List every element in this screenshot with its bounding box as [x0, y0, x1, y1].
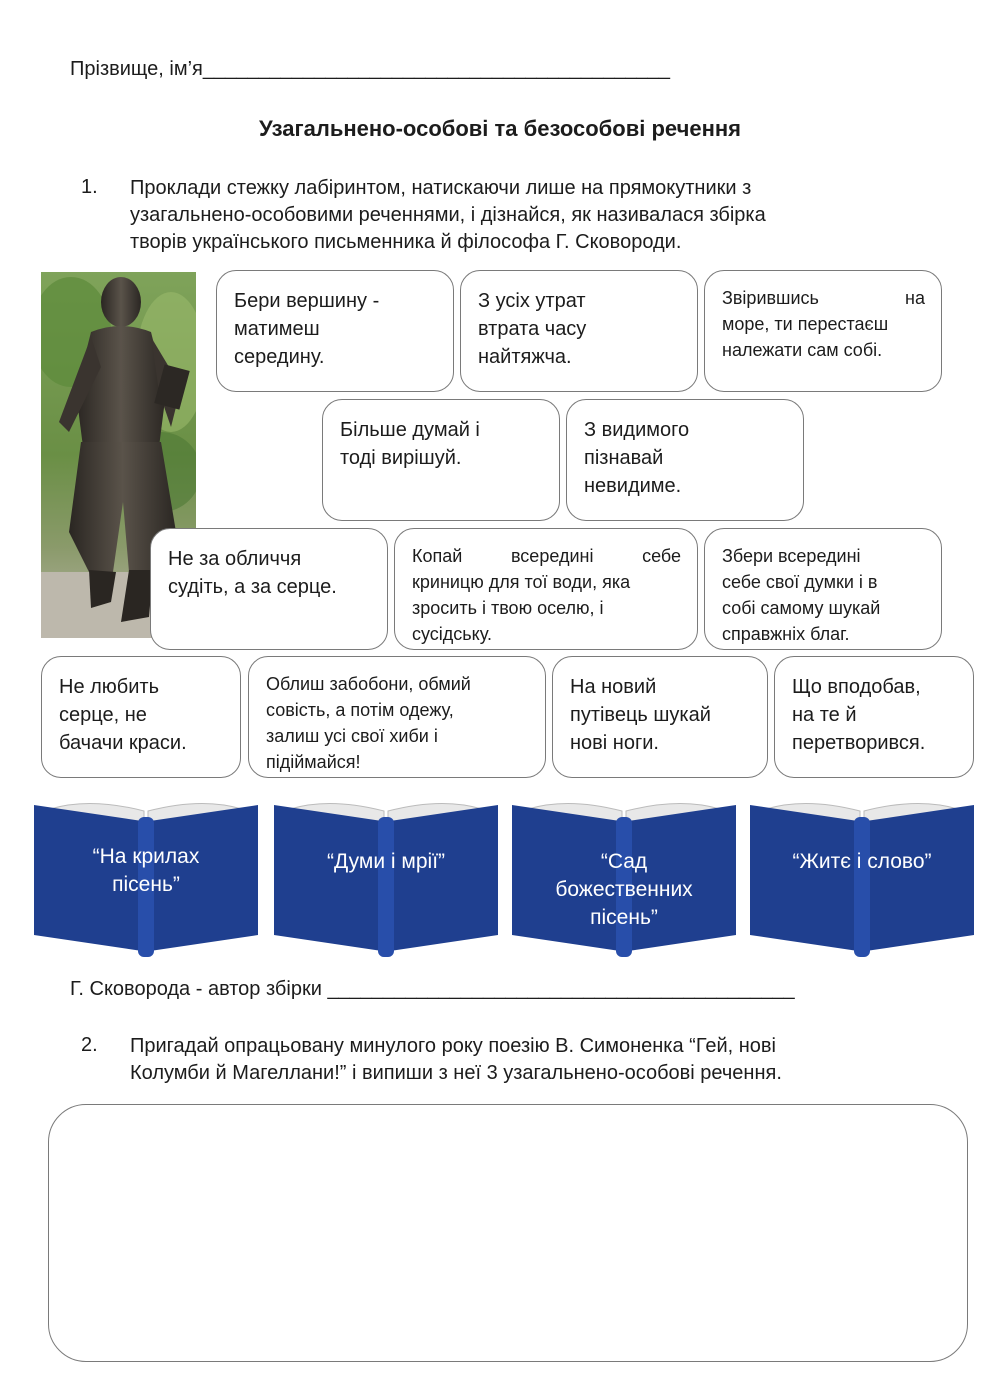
author-answer-line — [70, 978, 795, 1001]
book-icon — [746, 793, 978, 963]
maze-box-text: себе свої думки і в — [722, 572, 878, 592]
maze-box[interactable] — [322, 399, 560, 521]
maze-box-text: З усіх утрат — [478, 290, 586, 312]
answer-text-box[interactable] — [48, 1104, 968, 1362]
book-title-line: пісень” — [590, 906, 658, 929]
page-title: Узагальнено-особові та безособові речення — [258, 116, 742, 141]
book-title-line: пісень” — [112, 873, 180, 896]
book-title-line: “Думи і мрії” — [326, 850, 446, 873]
maze-box-text: невидиме. — [584, 475, 682, 497]
maze-box-text: перетворився. — [792, 732, 926, 754]
author-answer-label: Г. Сковорода - автор збірки — [70, 978, 322, 1000]
task1-line: Проклади стежку лабіринтом, натискаючи лише на прямокутники з — [130, 177, 752, 199]
maze-box-text: серце, не — [59, 704, 147, 726]
maze-box[interactable] — [552, 656, 768, 778]
maze-box-text: найтяжча. — [478, 346, 572, 368]
maze-box-text: Звірившись на — [722, 288, 925, 308]
maze-box-text: бачачи краси. — [59, 732, 187, 754]
maze-box-text: пізнавай — [584, 447, 664, 469]
book-title — [280, 848, 492, 876]
maze-box-text: путівець шукай — [570, 704, 711, 726]
maze-box-text: нові ноги. — [570, 732, 659, 754]
book-option[interactable] — [270, 793, 502, 963]
maze-box-text: Більше думай і — [340, 419, 480, 441]
maze-box-text: Копай всередині себе — [412, 546, 681, 566]
maze-box[interactable] — [566, 399, 804, 521]
task1-line: творів українського письменника й філософа Г. Сковороди. — [130, 231, 682, 253]
maze-box-text: залиш усі свої хиби і — [266, 726, 438, 746]
maze-box-text: Облиш забобони, обмий — [266, 674, 471, 694]
maze-box[interactable] — [41, 656, 241, 778]
maze-box-text: втрата часу — [478, 318, 587, 340]
maze-box[interactable] — [248, 656, 546, 778]
maze-box-text: совість, а потім одежу, — [266, 700, 454, 720]
maze-box-text: справжніх благ. — [722, 624, 850, 644]
book-title-line: божественних — [555, 878, 693, 901]
book-option[interactable] — [746, 793, 978, 963]
maze-box-text: належати сам собі. — [722, 340, 883, 360]
maze-box[interactable] — [394, 528, 698, 650]
maze-box-text: підіймайся! — [266, 752, 361, 772]
name-label: Прізвище, ім’я — [70, 58, 203, 80]
maze-box-text: На новий — [570, 676, 657, 698]
maze-box-text: сусідську. — [412, 624, 492, 644]
maze-box-text: тоді вирішуй. — [340, 447, 462, 469]
maze-box-text: собі самому шукай — [722, 598, 881, 618]
book-icon — [270, 793, 502, 963]
maze-box-text: зросить і твою оселю, і — [412, 598, 604, 618]
maze-box-text: судіть, а за серце. — [168, 576, 337, 598]
maze-box[interactable] — [704, 528, 942, 650]
maze-box-text: Що вподобав, — [792, 676, 921, 698]
author-answer-blank[interactable]: __________________________________________ — [327, 978, 795, 1000]
book-title-line: “Житє і слово” — [792, 850, 932, 873]
book-option[interactable] — [30, 793, 262, 963]
task2-line: Колумби й Магеллани!” і випиши з неї 3 узагальнено-особові речення. — [130, 1062, 782, 1084]
answer-textarea[interactable] — [69, 1125, 947, 1341]
book-title-line: “Сад — [600, 850, 648, 873]
task1-instructions — [130, 175, 766, 256]
task1-line: узагальнено-особовими реченнями, і дізнайся, як називалася збірка — [130, 204, 766, 226]
task2-number: 2. — [81, 1034, 98, 1056]
maze-box[interactable] — [460, 270, 698, 392]
maze-box-text: на те й — [792, 704, 857, 726]
book-title — [40, 843, 252, 899]
book-option[interactable] — [508, 793, 740, 963]
task1-number: 1. — [81, 176, 98, 198]
maze-box[interactable] — [704, 270, 942, 392]
name-blank[interactable]: __________________________________________ — [202, 58, 671, 80]
book-title — [518, 848, 730, 932]
maze-box[interactable] — [216, 270, 454, 392]
maze-box-text: середину. — [234, 346, 325, 368]
book-title-line: “На крилах — [92, 845, 200, 868]
maze-box-text: Збери всередині — [722, 546, 861, 566]
task2-line: Пригадай опрацьовану минулого року поезію В. Симоненка “Гей, нові — [130, 1035, 776, 1057]
maze-box-text: криницю для тої води, яка — [412, 572, 631, 592]
maze-box[interactable] — [150, 528, 388, 650]
maze-box-text: Не любить — [59, 676, 159, 698]
maze-box-text: море, ти перестаєш — [722, 314, 889, 334]
maze-box-text: Не за обличчя — [168, 548, 302, 570]
name-field-line — [70, 58, 670, 81]
maze-box-text: Бери вершину - — [234, 290, 380, 312]
task2-instructions — [130, 1033, 782, 1087]
book-title — [756, 848, 968, 876]
maze-box-text: матимеш — [234, 318, 320, 340]
maze-box-text: З видимого — [584, 419, 690, 441]
maze-box[interactable] — [774, 656, 974, 778]
